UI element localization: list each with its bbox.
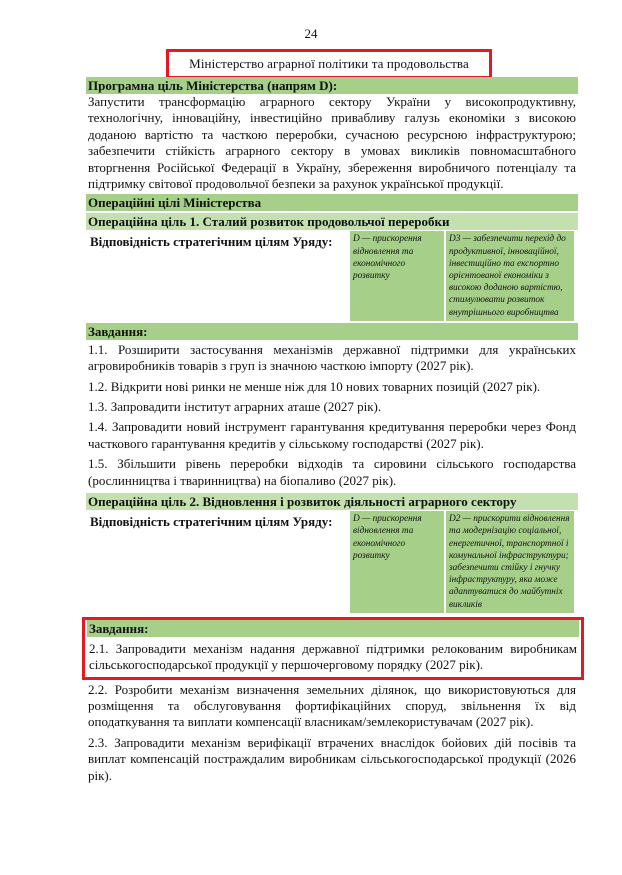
goal1-task-5: 1.5. Збільшити рівень переробки відходів та сировини сільського господарства (рослинництва і тваринництва) на біопаливо (2027 рік).: [88, 456, 576, 488]
goal2-task-2: 2.2. Розробити механізм визначення земельних ділянок, що використовуються для розміщення та обслуговування фортифікаційних споруд, звільнення їх від оподаткування та виплати компенсації власникам/землекористувачам (2027 рік).: [88, 681, 576, 730]
goal2-alignment-row: [86, 511, 578, 613]
goal2-strategic-goal-cell: D — прискорення відновлення та економічного розвитку: [350, 511, 444, 613]
goal1-strategic-subgoal-cell: D3 — забезпечити перехід до продуктивної, інноваційної, інвестиційно та експортно орієнтованої економіки з високою доданою вартістю, стимулювати розвиток внутрішнього виробництва: [446, 231, 574, 320]
ministry-title: Міністерство аграрної політики та продовольства: [189, 56, 469, 71]
goal1-task-2: 1.2. Відкрити нові ринки не менше ніж для 10 нових товарних позицій (2027 рік).: [88, 378, 541, 394]
goal2-task-3: 2.3. Запровадити механізм верифікації втрачених внаслідок бойових дій посівів та виплат компенсацій постраждалим виробникам сільськогосподарської продукції (2026 рік).: [88, 734, 576, 783]
goal1-heading: Операційна ціль 1. Сталий розвиток продовольчої переробки: [86, 213, 578, 230]
goal2-tasks-heading: Завдання:: [87, 620, 579, 637]
goal1-alignment-label: Відповідність стратегічним цілям Уряду:: [90, 234, 333, 250]
goal1-alignment-row: [86, 231, 578, 320]
goal2-heading: Операційна ціль 2. Відновлення і розвиток діяльності аграрного сектору: [86, 493, 578, 510]
operational-goals-heading: Операційні цілі Міністерства: [86, 194, 578, 211]
goal1-task-1: 1.1. Розширити застосування механізмів державної підтримки для українських агровиробників товарів з груп із значною часткою імпорту (2027 рік).: [88, 341, 576, 374]
goal1-task-3: 1.3. Запровадити інститут аграрних аташе (2027 рік).: [88, 399, 382, 415]
goal1-task-4: 1.4. Запровадити новий інструмент гарантування кредитування переробки через Фонд часткового гарантування кредитів у сільському господарстві (2027 рік).: [88, 419, 576, 451]
program-goal-text: Запустити трансформацію аграрного сектору України у високопродуктивну, технологічну, інноваційну, інвестиційно привабливу галузь економіки з високою доданою вартістю та часткою переробки, сучасною ресурсною інфраструктурою; забезпечити стійкість аграрного сектору в умовах викликів повномасштабного вторгнення Російської Федерації в Україну, збереження виробничого потенціалу та підтримку світової продовольчої безпеки за рахунок української продукції.: [88, 94, 576, 192]
document-body: [86, 77, 578, 786]
goal2-task-1-highlight: [82, 617, 584, 680]
page-number: 24: [304, 26, 318, 41]
program-goal-heading: Програмна ціль Міністерства (напрям D):: [86, 77, 578, 94]
goal2-strategic-subgoal-cell: D2 — прискорити відновлення та модернізацію соціальної, енергетичної, транспортної і комунальної інфраструктури; забезпечити стійку і гнучку інфраструктуру, яка може адаптуватися до майбутніх викликів: [446, 511, 574, 613]
goal2-alignment-label: Відповідність стратегічним цілям Уряду:: [90, 514, 333, 530]
ministry-title-highlight: [166, 49, 492, 79]
goal2-task-1: 2.1. Запровадити механізм надання державної підтримки релокованим виробникам сільськогосподарської продукції у першочерговому порядку (2027 рік).: [89, 640, 577, 673]
goal1-strategic-goal-cell: D — прискорення відновлення та економічного розвитку: [350, 231, 444, 320]
goal1-tasks-heading: Завдання:: [86, 323, 578, 340]
